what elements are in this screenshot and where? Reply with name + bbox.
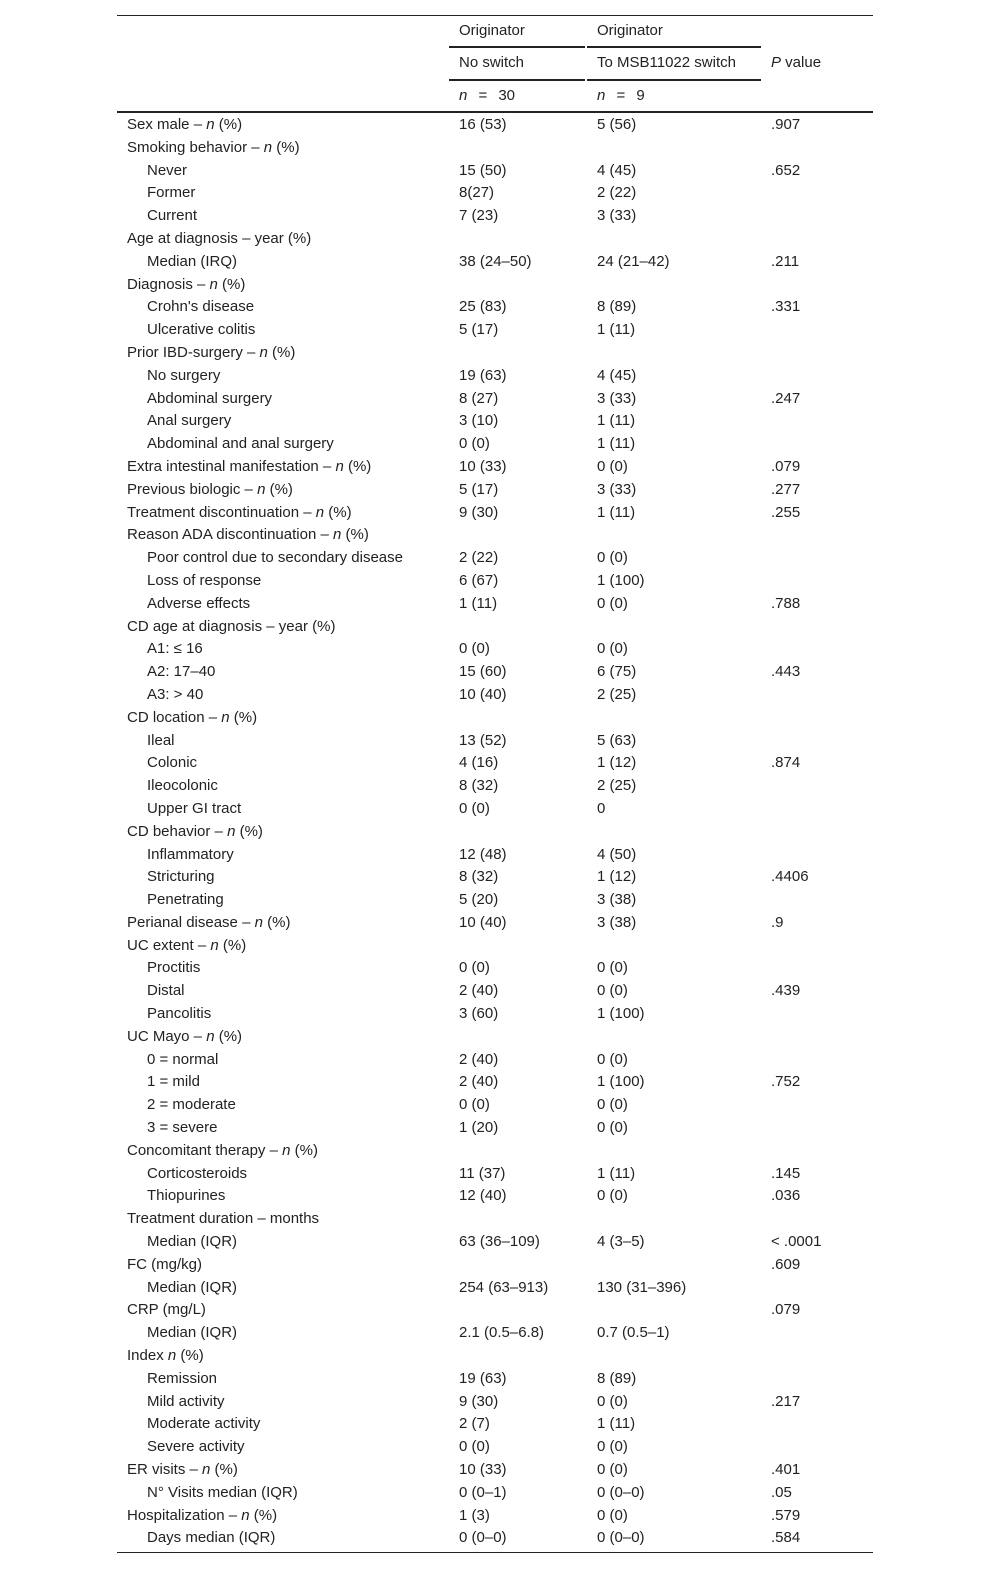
table-row (0, 866, 1000, 889)
row-value-no-switch: 0 (0) (459, 640, 490, 658)
row-label: Median (IQR) (147, 1278, 238, 1296)
row-pvalue: .255 (771, 503, 801, 521)
row-pvalue: .079 (771, 457, 801, 475)
row-label: A1: ≤ 16 (147, 640, 203, 658)
table-row (0, 365, 1000, 388)
row-pvalue: .401 (771, 1461, 801, 1479)
table-row (0, 296, 1000, 319)
row-value-no-switch: 2 (22) (459, 549, 499, 567)
row-value-switch: 2 (22) (597, 184, 637, 202)
table-row (0, 1413, 1000, 1436)
row-value-switch: 0 (0) (597, 1392, 628, 1410)
row-value-switch: 0 (0) (597, 594, 628, 612)
row-value-switch: 1 (12) (597, 754, 637, 772)
row-value-switch: 1 (11) (597, 503, 636, 521)
header-col2-sub: To MSB11022 switch (597, 54, 736, 71)
table-row (0, 342, 1000, 365)
table-row (0, 1117, 1000, 1140)
row-value-no-switch: 3 (10) (459, 412, 499, 430)
row-label: Smoking behavior – n (%) (127, 138, 300, 156)
table-row (0, 821, 1000, 844)
table-row (0, 1071, 1000, 1094)
row-value-switch: 24 (21–42) (597, 252, 670, 270)
table-row (0, 661, 1000, 684)
table-row (0, 456, 1000, 479)
table-row (0, 889, 1000, 912)
table-row (0, 1185, 1000, 1208)
row-label: N° Visits median (IQR) (147, 1483, 298, 1501)
row-value-no-switch: 4 (16) (459, 754, 499, 772)
row-label: Remission (147, 1369, 218, 1387)
table-row (0, 775, 1000, 798)
row-label: CRP (mg/L) (127, 1301, 206, 1319)
row-value-switch: 1 (11) (597, 435, 636, 453)
table-row (0, 730, 1000, 753)
row-label: Perianal disease – n (%) (127, 913, 291, 931)
row-pvalue: .874 (771, 754, 801, 772)
row-value-switch: 2 (25) (597, 777, 637, 795)
table-row (0, 410, 1000, 433)
row-pvalue: .609 (771, 1255, 801, 1273)
row-label: Mild activity (147, 1392, 225, 1410)
table-row (0, 912, 1000, 935)
header-pvalue: P value (771, 54, 822, 71)
table-row (0, 844, 1000, 867)
row-pvalue: .05 (771, 1483, 792, 1501)
row-value-switch: 1 (11) (597, 321, 636, 339)
table-body (0, 114, 1000, 1550)
row-value-no-switch: 1 (20) (459, 1119, 499, 1137)
table-row (0, 684, 1000, 707)
row-value-no-switch: 25 (83) (459, 298, 507, 316)
table-row (0, 1003, 1000, 1026)
row-label: CD age at diagnosis – year (%) (127, 617, 336, 635)
row-value-switch: 3 (33) (597, 207, 637, 225)
row-label: ER visits – n (%) (127, 1461, 238, 1479)
row-label: CD behavior – n (%) (127, 822, 263, 840)
row-value-no-switch: 5 (20) (459, 891, 499, 909)
row-value-switch: 0 (0–0) (597, 1483, 645, 1501)
row-pvalue: .4406 (771, 868, 809, 886)
row-value-switch: 0 (0) (597, 959, 628, 977)
row-value-no-switch: 8 (32) (459, 777, 499, 795)
row-value-no-switch: 0 (0) (459, 1096, 490, 1114)
row-value-switch: 130 (31–396) (597, 1278, 687, 1296)
row-value-no-switch: 2 (40) (459, 1050, 499, 1068)
table-row (0, 137, 1000, 160)
row-value-no-switch: 12 (48) (459, 845, 507, 863)
row-value-switch: 1 (11) (597, 412, 636, 430)
row-value-no-switch: 9 (30) (459, 1392, 499, 1410)
row-label: Ileocolonic (147, 777, 218, 795)
row-value-switch: 4 (45) (597, 161, 637, 179)
table-row (0, 433, 1000, 456)
row-value-no-switch: 15 (60) (459, 663, 507, 681)
table-row (0, 798, 1000, 821)
header-col2-rule (587, 46, 761, 48)
row-label: Treatment discontinuation – n (%) (127, 503, 352, 521)
header-col1-group: Originator (459, 22, 525, 39)
row-value-no-switch: 9 (30) (459, 503, 499, 521)
header-bottom-rule (117, 111, 873, 113)
row-pvalue: .752 (771, 1073, 801, 1091)
row-value-no-switch: 0 (0–1) (459, 1483, 507, 1501)
row-label: Penetrating (147, 891, 224, 909)
table-row (0, 707, 1000, 730)
row-label: Colonic (147, 754, 198, 772)
row-pvalue: .277 (771, 480, 801, 498)
row-value-switch: 5 (63) (597, 731, 637, 749)
row-pvalue: .579 (771, 1506, 801, 1524)
row-value-switch: 0.7 (0.5–1) (597, 1324, 670, 1342)
row-value-switch: 3 (38) (597, 913, 637, 931)
table-row (0, 251, 1000, 274)
table-row (0, 1163, 1000, 1186)
table-row (0, 114, 1000, 137)
header-col1-rule (449, 46, 585, 48)
row-pvalue: .443 (771, 663, 801, 681)
row-label: Loss of response (147, 571, 262, 589)
header-n1: n = 30 (459, 87, 516, 104)
table-row (0, 319, 1000, 342)
table-row (0, 547, 1000, 570)
table-top-rule (117, 15, 873, 16)
table-row (0, 1140, 1000, 1163)
row-value-no-switch: 2 (7) (459, 1415, 490, 1433)
table-row (0, 1391, 1000, 1414)
row-label: Age at diagnosis – year (%) (127, 229, 312, 247)
row-label: 1 = mild (147, 1073, 200, 1091)
row-value-no-switch: 12 (40) (459, 1187, 507, 1205)
table-row (0, 502, 1000, 525)
row-value-no-switch: 19 (63) (459, 366, 507, 384)
row-value-no-switch: 0 (0–0) (459, 1529, 507, 1547)
table-row (0, 1231, 1000, 1254)
row-label: Abdominal surgery (147, 389, 273, 407)
row-value-switch: 0 (0) (597, 457, 628, 475)
row-value-switch: 0 (597, 799, 606, 817)
row-label: Extra intestinal manifestation – n (%) (127, 457, 372, 475)
row-pvalue: .9 (771, 913, 784, 931)
table-row (0, 1208, 1000, 1231)
row-label: Severe activity (147, 1438, 245, 1456)
row-value-no-switch: 5 (17) (459, 480, 499, 498)
row-value-switch: 8 (89) (597, 298, 637, 316)
row-value-no-switch: 16 (53) (459, 116, 507, 133)
row-value-switch: 1 (11) (597, 1415, 636, 1433)
row-value-switch: 0 (0) (597, 1119, 628, 1137)
row-label: FC (mg/kg) (127, 1255, 202, 1273)
row-value-switch: 0 (0) (597, 982, 628, 1000)
row-value-no-switch: 254 (63–913) (459, 1278, 549, 1296)
row-label: Reason ADA discontinuation – n (%) (127, 526, 369, 544)
row-value-switch: 0 (0) (597, 640, 628, 658)
row-value-no-switch: 10 (40) (459, 913, 507, 931)
row-pvalue: .907 (771, 116, 801, 133)
row-label: CD location – n (%) (127, 708, 258, 726)
row-label: Index n (%) (127, 1347, 204, 1365)
table-row (0, 1505, 1000, 1528)
row-value-no-switch: 11 (37) (459, 1164, 506, 1182)
row-label: Moderate activity (147, 1415, 261, 1433)
row-value-switch: 0 (0) (597, 549, 628, 567)
row-value-no-switch: 8(27) (459, 184, 495, 202)
row-label: Concomitant therapy – n (%) (127, 1141, 318, 1159)
table-row (0, 160, 1000, 183)
row-value-no-switch: 8 (27) (459, 389, 499, 407)
row-value-no-switch: 5 (17) (459, 321, 499, 339)
row-value-switch: 0 (0–0) (597, 1529, 645, 1547)
row-value-no-switch: 8 (32) (459, 868, 499, 886)
row-label: 0 = normal (147, 1050, 219, 1068)
row-pvalue: .036 (771, 1187, 801, 1205)
table-row (0, 1482, 1000, 1505)
row-value-switch: 1 (100) (597, 1073, 645, 1091)
row-pvalue: .788 (771, 594, 801, 612)
table-row (0, 1459, 1000, 1482)
table-row (0, 570, 1000, 593)
table-row (0, 980, 1000, 1003)
row-pvalue: .331 (771, 298, 801, 316)
row-value-no-switch: 1 (11) (459, 594, 498, 612)
row-label: Previous biologic – n (%) (127, 480, 293, 498)
table-row (0, 205, 1000, 228)
row-value-no-switch: 63 (36–109) (459, 1233, 540, 1251)
row-value-switch: 4 (45) (597, 366, 637, 384)
row-value-switch: 0 (0) (597, 1506, 628, 1524)
table-row (0, 1277, 1000, 1300)
row-value-switch: 8 (89) (597, 1369, 637, 1387)
row-label: Ileal (147, 731, 175, 749)
table-row (0, 274, 1000, 297)
table-row (0, 638, 1000, 661)
row-value-switch: 0 (0) (597, 1096, 628, 1114)
row-label: Poor control due to secondary disease (147, 549, 403, 567)
row-pvalue: < .0001 (771, 1233, 822, 1251)
row-value-no-switch: 0 (0) (459, 1438, 490, 1456)
table-row (0, 616, 1000, 639)
row-value-no-switch: 10 (33) (459, 457, 507, 475)
row-label: Former (147, 184, 196, 202)
row-value-switch: 0 (0) (597, 1187, 628, 1205)
row-value-no-switch: 2 (40) (459, 982, 499, 1000)
row-value-no-switch: 3 (60) (459, 1005, 499, 1023)
row-value-switch: 0 (0) (597, 1461, 628, 1479)
row-label: Pancolitis (147, 1005, 212, 1023)
row-label: Inflammatory (147, 845, 234, 863)
row-value-no-switch: 10 (40) (459, 685, 507, 703)
header-col2-sub-rule (587, 79, 761, 81)
row-label: Hospitalization – n (%) (127, 1506, 278, 1524)
row-value-no-switch: 7 (23) (459, 207, 499, 225)
table-row (0, 957, 1000, 980)
row-label: Diagnosis – n (%) (127, 275, 246, 293)
row-label: Never (147, 161, 188, 179)
table-row (0, 1345, 1000, 1368)
row-label: Crohn's disease (147, 298, 255, 316)
table-row (0, 1094, 1000, 1117)
row-value-no-switch: 0 (0) (459, 799, 490, 817)
row-value-switch: 3 (33) (597, 480, 637, 498)
table-row (0, 388, 1000, 411)
row-value-switch: 3 (38) (597, 891, 637, 909)
row-value-switch: 2 (25) (597, 685, 637, 703)
row-label: Treatment duration – months (127, 1210, 320, 1228)
row-label: Median (IQR) (147, 1324, 238, 1342)
row-value-no-switch: 38 (24–50) (459, 252, 532, 270)
row-value-no-switch: 0 (0) (459, 959, 490, 977)
row-pvalue: .079 (771, 1301, 801, 1319)
row-value-no-switch: 10 (33) (459, 1461, 507, 1479)
row-value-switch: 1 (100) (597, 571, 645, 589)
row-label: 3 = severe (147, 1119, 218, 1137)
table-bottom-rule (117, 1552, 873, 1553)
table-row (0, 1436, 1000, 1459)
table-row (0, 1368, 1000, 1391)
header-n2: n = 9 (597, 87, 645, 104)
row-label: Ulcerative colitis (147, 321, 256, 339)
row-pvalue: .439 (771, 982, 801, 1000)
row-label: Prior IBD-surgery – n (%) (127, 343, 296, 361)
row-value-switch: 4 (50) (597, 845, 637, 863)
row-value-switch: 0 (0) (597, 1438, 628, 1456)
row-value-switch: 3 (33) (597, 389, 637, 407)
row-pvalue: .211 (771, 252, 800, 270)
row-value-no-switch: 19 (63) (459, 1369, 507, 1387)
row-value-no-switch: 2 (40) (459, 1073, 499, 1091)
table-row (0, 593, 1000, 616)
row-label: Abdominal and anal surgery (147, 435, 334, 453)
row-label: A3: > 40 (147, 685, 204, 703)
row-value-switch: 4 (3–5) (597, 1233, 645, 1251)
row-label: A2: 17–40 (147, 663, 216, 681)
row-pvalue: .652 (771, 161, 801, 179)
table-row (0, 1322, 1000, 1345)
row-value-switch: 5 (56) (597, 116, 637, 133)
row-label: Median (IQR) (147, 1233, 238, 1251)
row-label: 2 = moderate (147, 1096, 236, 1114)
row-pvalue: .247 (771, 389, 801, 407)
row-label: Corticosteroids (147, 1164, 248, 1182)
row-label: Sex male – n (%) (127, 116, 243, 133)
row-label: Current (147, 207, 198, 225)
row-label: Distal (147, 982, 185, 1000)
table-row (0, 524, 1000, 547)
row-label: UC Mayo – n (%) (127, 1027, 243, 1045)
table-row (0, 1299, 1000, 1322)
row-value-no-switch: 1 (3) (459, 1506, 490, 1524)
row-label: Proctitis (147, 959, 201, 977)
header-col1-sub-rule (449, 79, 585, 81)
row-label: Upper GI tract (147, 799, 242, 817)
header-col2-group: Originator (597, 22, 663, 39)
row-label: Stricturing (147, 868, 215, 886)
row-value-switch: 1 (12) (597, 868, 637, 886)
row-value-no-switch: 2.1 (0.5–6.8) (459, 1324, 545, 1342)
row-value-no-switch: 0 (0) (459, 435, 490, 453)
row-value-switch: 0 (0) (597, 1050, 628, 1068)
table-row (0, 1254, 1000, 1277)
table-row (0, 935, 1000, 958)
table-row (0, 479, 1000, 502)
row-label: UC extent – n (%) (127, 936, 247, 954)
row-value-switch: 6 (75) (597, 663, 637, 681)
table-row (0, 1527, 1000, 1550)
row-label: Days median (IQR) (147, 1529, 276, 1547)
table-row (0, 228, 1000, 251)
row-label: Anal surgery (147, 412, 232, 430)
table-row (0, 1026, 1000, 1049)
row-value-no-switch: 13 (52) (459, 731, 507, 749)
row-value-switch: 1 (100) (597, 1005, 645, 1023)
row-value-switch: 1 (11) (597, 1164, 636, 1182)
row-label: Adverse effects (147, 594, 251, 612)
row-label: No surgery (147, 366, 221, 384)
row-pvalue: .145 (771, 1164, 801, 1182)
row-pvalue: .217 (771, 1392, 801, 1410)
table-row (0, 752, 1000, 775)
table-row (0, 1049, 1000, 1072)
header-col1-sub: No switch (459, 54, 525, 71)
row-value-no-switch: 15 (50) (459, 161, 507, 179)
table-row (0, 182, 1000, 205)
row-label: Median (IRQ) (147, 252, 238, 270)
row-label: Thiopurines (147, 1187, 226, 1205)
row-value-no-switch: 6 (67) (459, 571, 499, 589)
row-pvalue: .584 (771, 1529, 801, 1547)
